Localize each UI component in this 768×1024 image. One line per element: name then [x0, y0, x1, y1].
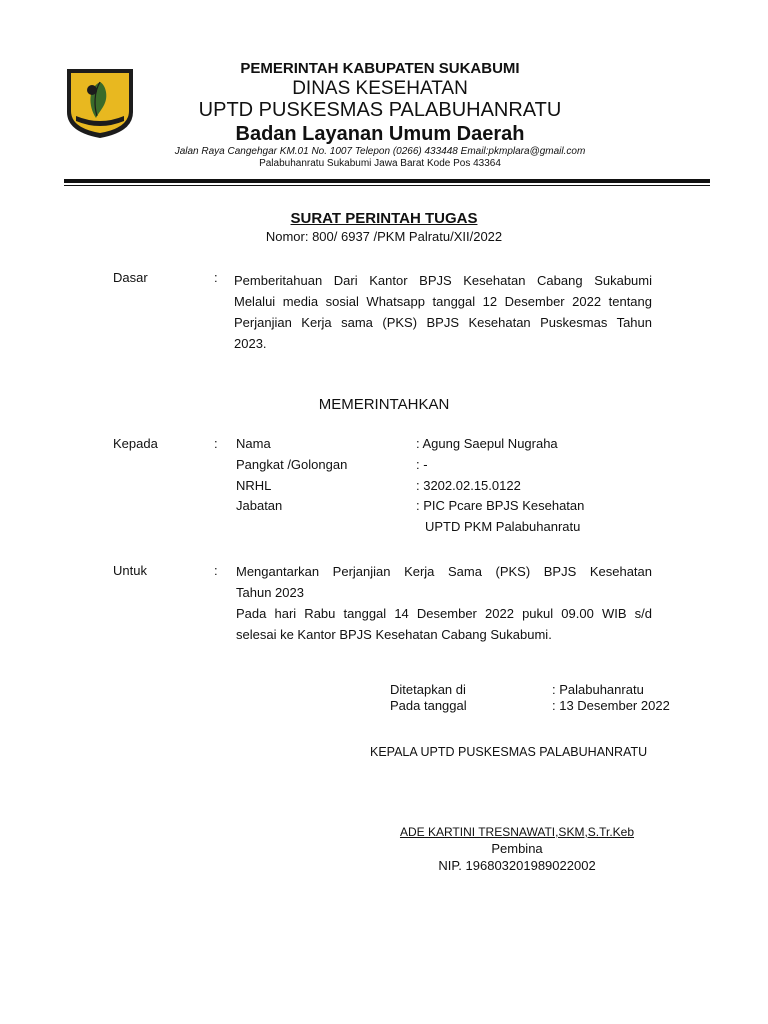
field-label-pangkat: Pangkat /Golongan: [236, 457, 348, 472]
dasar-label: Dasar: [113, 270, 148, 285]
agency-name: DINAS KESEHATAN: [292, 78, 468, 99]
signatory-nip: NIP. 196803201989022002: [438, 858, 596, 873]
field-value-pangkat: : -: [416, 457, 428, 472]
untuk-line: Pada hari Rabu tanggal 14 Desember 2022 pukul 09.00 WIB s/d: [236, 606, 652, 621]
memerintahkan-heading: MEMERINTAHKAN: [318, 396, 450, 413]
dasar-line: Melalui media sosial Whatsapp tanggal 12 Desember 2022 tentang: [234, 294, 652, 309]
dasar-line: Pemberitahuan Dari Kantor BPJS Kesehatan Cabang Sukabumi: [234, 273, 652, 288]
dasar-colon: :: [214, 270, 218, 285]
untuk-text: [236, 561, 652, 645]
letterhead-divider: [64, 179, 710, 183]
untuk-label: Untuk: [113, 563, 147, 578]
untuk-line: Tahun 2023: [236, 585, 304, 600]
field-value-jabatan-cont: UPTD PKM Palabuhanratu: [425, 519, 581, 534]
kepada-label: Kepada: [113, 436, 158, 451]
field-value-nrhl: : 3202.02.15.0122: [416, 478, 521, 493]
ditetapkan-value: : Palabuhanratu: [552, 682, 644, 697]
address-line-2: Palabuhanratu Sukabumi Jawa Barat Kode Pos 43364: [259, 158, 501, 169]
ditetapkan-label: Ditetapkan di: [390, 682, 466, 697]
signatory-rank: Pembina: [491, 841, 543, 856]
letter-number: Nomor: 800/ 6937 /PKM Palratu/XII/2022: [265, 229, 503, 244]
field-value-nama: : Agung Saepul Nugraha: [416, 436, 558, 451]
field-label-nrhl: NRHL: [236, 478, 272, 493]
field-label-jabatan: Jabatan: [236, 498, 283, 513]
government-name: PEMERINTAH KABUPATEN SUKABUMI: [240, 60, 520, 77]
field-value-jabatan: : PIC Pcare BPJS Kesehatan: [416, 498, 585, 513]
office-name: UPTD PUSKESMAS PALABUHANRATU: [198, 99, 562, 121]
dasar-line: Perjanjian Kerja sama (PKS) BPJS Kesehatan Puskesmas Tahun: [234, 315, 652, 330]
letterhead-divider-thin: [64, 185, 710, 186]
sukabumi-regency-emblem-icon: [64, 66, 136, 140]
untuk-line: Mengantarkan Perjanjian Kerja Sama (PKS) BPJS Kesehatan: [236, 564, 652, 579]
untuk-colon: :: [214, 563, 218, 578]
signatory-name: ADE KARTINI TRESNAWATI,SKM,S.Tr.Keb: [399, 825, 635, 839]
untuk-line: selesai ke Kantor BPJS Kesehatan Cabang Sukabumi.: [236, 627, 552, 642]
letter-title: SURAT PERINTAH TUGAS: [290, 210, 478, 227]
office-status: Badan Layanan Umum Daerah: [235, 123, 525, 145]
tanggal-value: : 13 Desember 2022: [552, 698, 670, 713]
tanggal-label: Pada tanggal: [390, 698, 467, 713]
kepada-colon: :: [214, 436, 218, 451]
dasar-line: 2023.: [234, 336, 267, 351]
signatory-position: KEPALA UPTD PUSKESMAS PALABUHANRATU: [370, 745, 648, 759]
address-line-1: Jalan Raya Cangehgar KM.01 No. 1007 Telepon (0266) 433448 Email:pkmplara@gmail.com: [174, 146, 586, 157]
field-label-nama: Nama: [236, 436, 271, 451]
dasar-text: [234, 270, 652, 354]
